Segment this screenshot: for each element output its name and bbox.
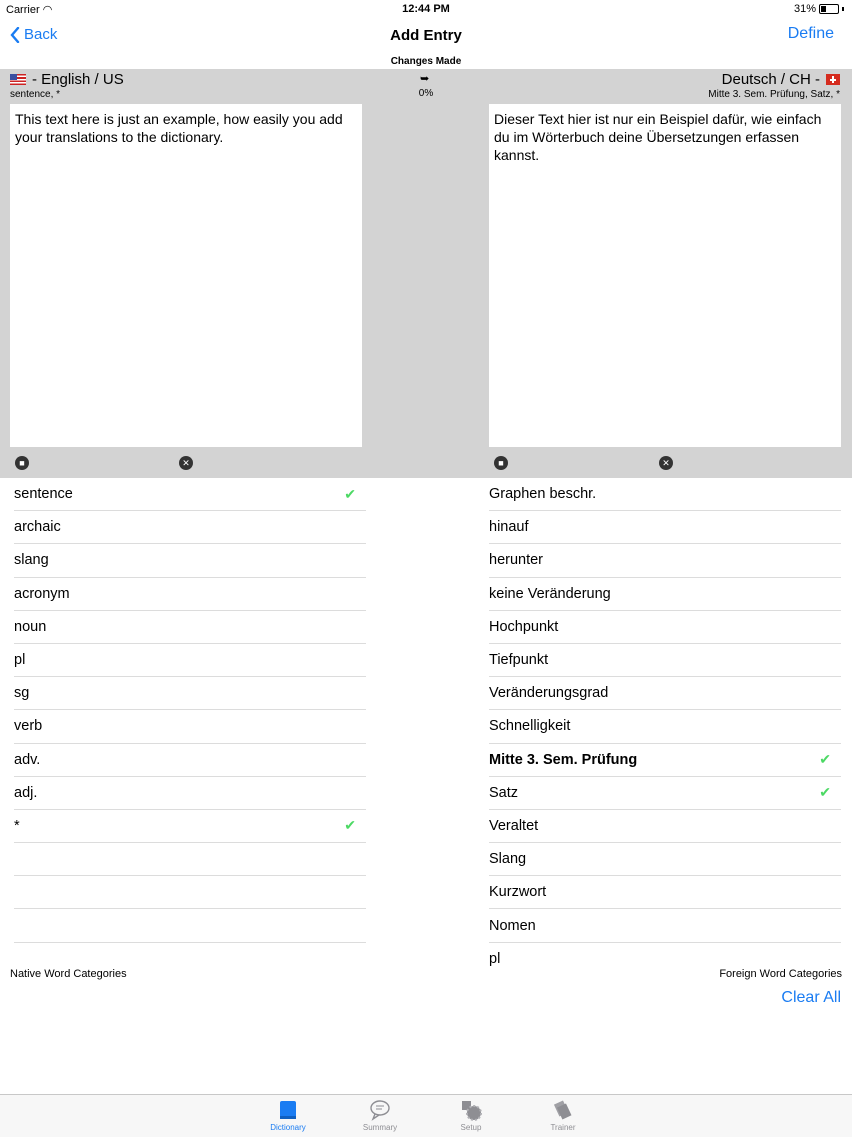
- battery-percent: 31%: [793, 3, 816, 15]
- native-language-label: - English / US: [32, 71, 124, 88]
- native-language-header: [10, 71, 124, 88]
- us-flag-icon: [10, 74, 26, 85]
- checkmark-icon: ✔: [819, 751, 831, 768]
- native-category-list: [14, 478, 366, 943]
- category-label: sg: [14, 685, 30, 702]
- category-row[interactable]: [489, 810, 841, 843]
- category-row[interactable]: [14, 843, 366, 876]
- checkmark-icon: ✔: [344, 817, 356, 834]
- category-row[interactable]: [14, 677, 366, 710]
- native-clear-icon[interactable]: ✕: [179, 456, 193, 470]
- category-label: archaic: [14, 519, 61, 536]
- category-row[interactable]: [14, 478, 366, 511]
- foreign-clear-icon[interactable]: ✕: [659, 456, 673, 470]
- tab-label: Dictionary: [270, 1123, 306, 1132]
- category-row[interactable]: [489, 843, 841, 876]
- back-label: Back: [24, 26, 58, 43]
- category-row[interactable]: [14, 644, 366, 677]
- category-row[interactable]: [489, 544, 841, 577]
- tab-label: Setup: [460, 1123, 482, 1132]
- tab-dictionary[interactable]: [258, 1095, 318, 1137]
- category-label: hinauf: [489, 519, 529, 536]
- category-row[interactable]: [14, 909, 366, 942]
- category-row[interactable]: [14, 710, 366, 743]
- speech-bubble-icon: [369, 1099, 391, 1121]
- tab-trainer[interactable]: [533, 1095, 593, 1137]
- category-row[interactable]: [14, 611, 366, 644]
- tab-label: Summary: [362, 1123, 398, 1132]
- category-label: Veraltet: [489, 817, 539, 834]
- trainer-icon: [552, 1099, 574, 1121]
- category-label: Graphen beschr.: [489, 486, 597, 503]
- category-label: adj.: [14, 784, 38, 801]
- category-label: Tiefpunkt: [489, 652, 549, 669]
- foreign-language-label: Deutsch / CH -: [721, 71, 820, 88]
- book-icon: [277, 1099, 299, 1121]
- battery-indicator: [794, 3, 844, 15]
- checkmark-icon: ✔: [344, 485, 356, 502]
- page-title: Add Entry: [390, 27, 462, 44]
- tab-setup[interactable]: [441, 1095, 501, 1137]
- carrier-text: Carrier: [6, 4, 40, 16]
- category-row[interactable]: [489, 511, 841, 544]
- category-row[interactable]: [489, 876, 841, 909]
- changes-banner: Changes Made: [0, 54, 852, 69]
- category-label: slang: [14, 552, 49, 569]
- category-row[interactable]: [14, 777, 366, 810]
- category-label: Schnelligkeit: [489, 718, 571, 735]
- clear-all-button[interactable]: Clear All: [781, 989, 841, 1006]
- category-row[interactable]: [14, 544, 366, 577]
- category-row[interactable]: [489, 578, 841, 611]
- foreign-copy-icon[interactable]: ■: [494, 456, 508, 470]
- native-categories-summary: sentence, *: [10, 89, 61, 100]
- category-label: Nomen: [489, 917, 536, 934]
- native-copy-icon[interactable]: ■: [15, 456, 29, 470]
- category-label: Mitte 3. Sem. Prüfung: [489, 751, 638, 768]
- category-row[interactable]: [14, 810, 366, 843]
- foreign-text-field[interactable]: Dieser Text hier ist nur ein Beispiel dafür, wie einfach du im Wörterbuch deine Übersetzungen erfassen kannst.: [489, 104, 841, 447]
- category-label: pl: [14, 652, 26, 669]
- category-label: noun: [14, 618, 47, 635]
- category-label: Slang: [489, 851, 527, 868]
- foreign-category-list: [489, 478, 841, 976]
- foreign-language-header: [722, 71, 840, 88]
- category-row[interactable]: [14, 744, 366, 777]
- navigation-bar: [0, 18, 852, 55]
- category-row[interactable]: [14, 578, 366, 611]
- category-label: Veränderungsgrad: [489, 685, 609, 702]
- category-row[interactable]: [489, 478, 841, 511]
- gear-icon: [460, 1099, 482, 1121]
- category-label: verb: [14, 718, 43, 735]
- tab-summary[interactable]: [350, 1095, 410, 1137]
- swiss-flag-icon: [826, 74, 840, 85]
- category-row[interactable]: [14, 876, 366, 909]
- category-row[interactable]: [489, 644, 841, 677]
- category-row[interactable]: [14, 511, 366, 544]
- progress-percent: 0%: [418, 88, 434, 99]
- tab-label: Trainer: [550, 1123, 576, 1132]
- foreign-list-footer: Foreign Word Categories: [719, 968, 842, 980]
- status-time: 12:44 PM: [402, 3, 450, 15]
- category-row[interactable]: [489, 677, 841, 710]
- category-label: sentence: [14, 486, 73, 503]
- battery-icon: [819, 4, 839, 14]
- category-label: *: [14, 817, 20, 834]
- category-label: Hochpunkt: [489, 618, 559, 635]
- swap-arrow-icon[interactable]: ➥: [420, 73, 430, 85]
- wifi-icon: ◠: [42, 4, 53, 16]
- category-label: Satz: [489, 784, 519, 801]
- native-list-footer: Native Word Categories: [10, 968, 127, 980]
- category-label: Kurzwort: [489, 884, 547, 901]
- category-row[interactable]: [489, 710, 841, 743]
- native-text-field[interactable]: This text here is just an example, how easily you add your translations to the dictionary.: [10, 104, 362, 447]
- category-label: keine Veränderung: [489, 585, 611, 602]
- category-label: pl: [489, 951, 501, 968]
- status-bar: [0, 0, 852, 18]
- category-row[interactable]: [489, 744, 841, 777]
- tab-bar: [0, 1094, 852, 1137]
- define-button[interactable]: Define: [787, 25, 834, 42]
- category-row[interactable]: [489, 777, 841, 810]
- checkmark-icon: ✔: [819, 784, 831, 801]
- category-label: acronym: [14, 585, 70, 602]
- foreign-categories-summary: Mitte 3. Sem. Prüfung, Satz, *: [708, 89, 840, 100]
- category-label: herunter: [489, 552, 544, 569]
- category-row[interactable]: [489, 611, 841, 644]
- category-row[interactable]: [489, 909, 841, 942]
- category-label: adv.: [14, 751, 41, 768]
